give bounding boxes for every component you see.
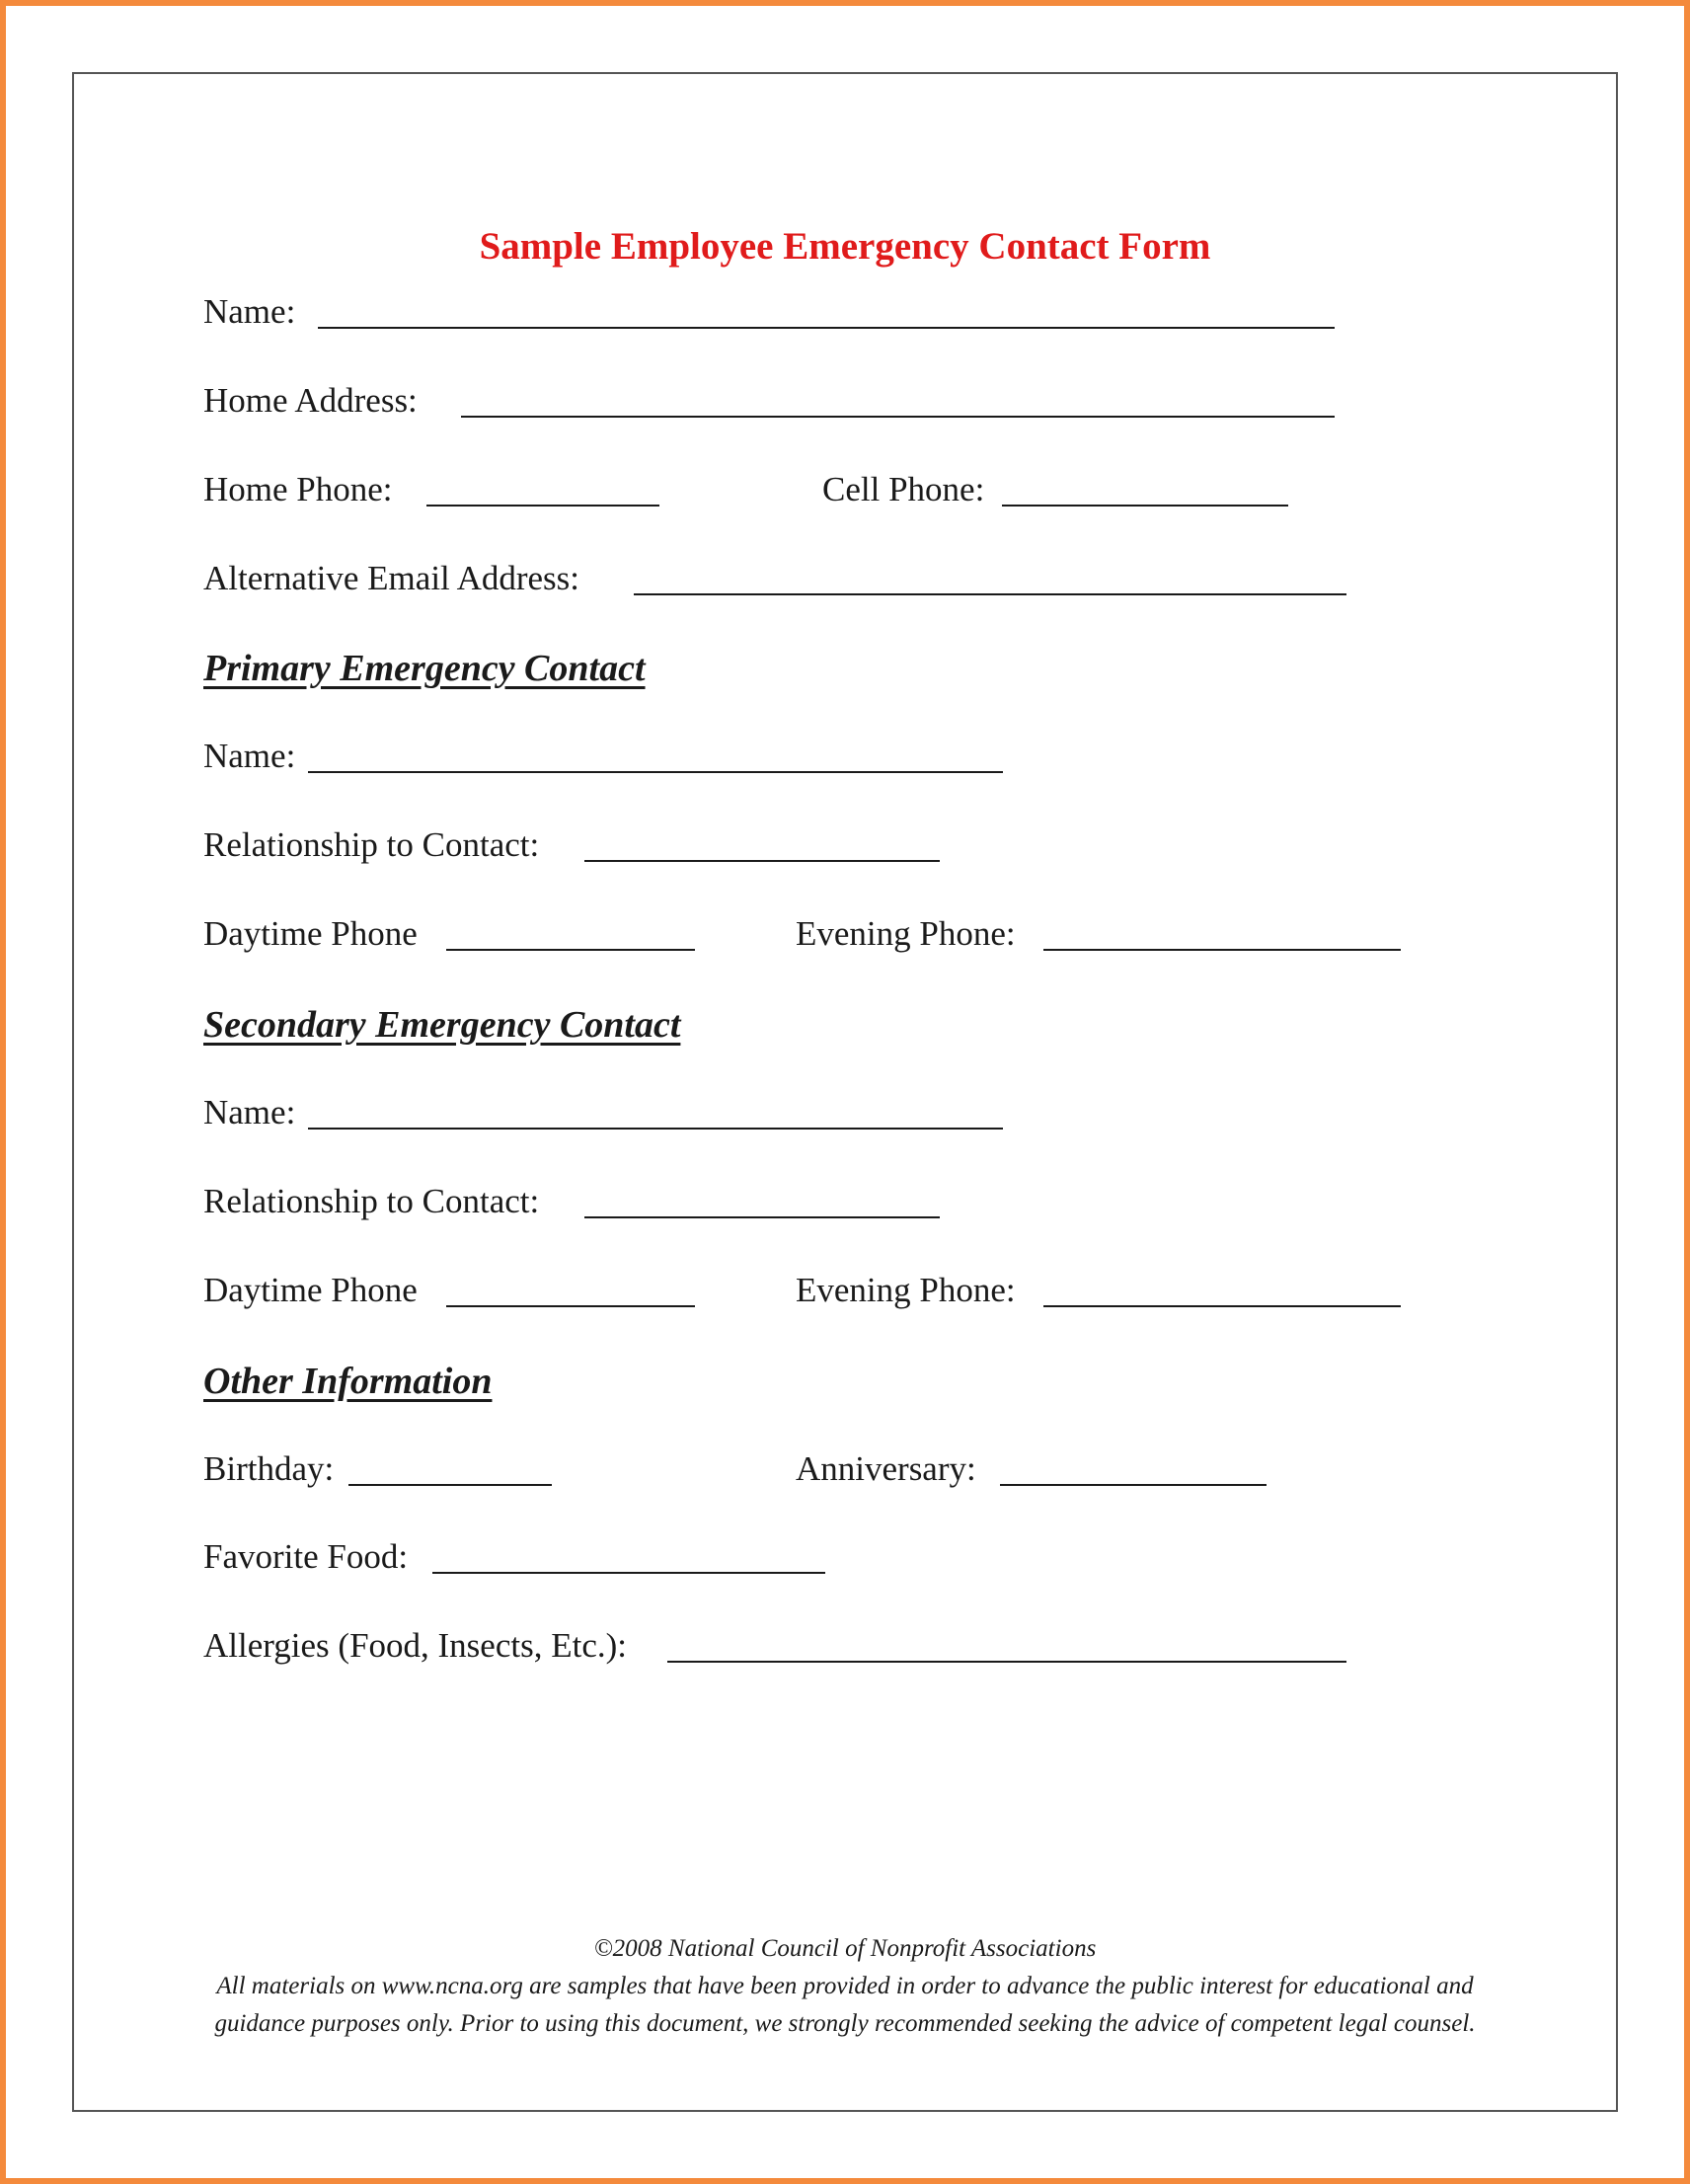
primary-daytime-field[interactable] bbox=[446, 949, 695, 951]
birthday-label: Birthday: bbox=[203, 1449, 335, 1488]
home-address-field[interactable] bbox=[461, 416, 1335, 418]
alt-email-label: Alternative Email Address: bbox=[203, 559, 580, 597]
document-page bbox=[72, 72, 1618, 2112]
primary-phone-row bbox=[203, 914, 1437, 954]
primary-evening-label: Evening Phone: bbox=[796, 914, 1016, 953]
dates-row bbox=[203, 1449, 1437, 1489]
favorite-food-field[interactable] bbox=[432, 1572, 825, 1574]
home-phone-field[interactable] bbox=[426, 505, 659, 507]
allergies-field[interactable] bbox=[667, 1661, 1346, 1663]
footer-copyright: ©2008 National Council of Nonprofit Associations bbox=[593, 1935, 1097, 1962]
phone-row bbox=[203, 470, 1388, 509]
secondary-relationship-label: Relationship to Contact: bbox=[203, 1182, 540, 1220]
primary-name-field[interactable] bbox=[308, 771, 1003, 773]
home-phone-label: Home Phone: bbox=[203, 470, 393, 508]
footer bbox=[0, 1930, 1690, 2043]
other-info-heading: Other Information bbox=[203, 1361, 493, 1402]
secondary-evening-label: Evening Phone: bbox=[796, 1271, 1016, 1309]
footer-notice: All materials on www.ncna.org are samples that have been provided in order to advance the public interest for educational and guidance purposes only. Prior to using this document, we strongly recommended seeking the advice of competent legal counsel. bbox=[214, 1973, 1476, 2037]
primary-evening-field[interactable] bbox=[1043, 949, 1401, 951]
anniversary-label: Anniversary: bbox=[796, 1449, 976, 1488]
alt-email-field[interactable] bbox=[634, 593, 1346, 595]
secondary-name-field[interactable] bbox=[308, 1128, 1003, 1130]
allergies-label: Allergies (Food, Insects, Etc.): bbox=[203, 1626, 627, 1665]
birthday-field[interactable] bbox=[348, 1484, 552, 1486]
cell-phone-label: Cell Phone: bbox=[822, 470, 985, 508]
secondary-phone-row bbox=[203, 1271, 1437, 1310]
secondary-daytime-field[interactable] bbox=[446, 1305, 695, 1307]
favorite-food-label: Favorite Food: bbox=[203, 1537, 409, 1576]
secondary-name-label: Name: bbox=[203, 1093, 296, 1131]
anniversary-field[interactable] bbox=[1000, 1484, 1267, 1486]
cell-phone-field[interactable] bbox=[1002, 505, 1288, 507]
primary-contact-heading: Primary Emergency Contact bbox=[203, 648, 646, 689]
secondary-contact-heading: Secondary Emergency Contact bbox=[203, 1004, 681, 1046]
secondary-daytime-label: Daytime Phone bbox=[203, 1271, 418, 1309]
primary-name-label: Name: bbox=[203, 737, 296, 775]
secondary-evening-field[interactable] bbox=[1043, 1305, 1401, 1307]
secondary-relationship-field[interactable] bbox=[584, 1216, 940, 1218]
employee-name-field[interactable] bbox=[318, 327, 1335, 329]
employee-name-label: Name: bbox=[203, 292, 296, 331]
primary-relationship-label: Relationship to Contact: bbox=[203, 825, 540, 864]
primary-relationship-field[interactable] bbox=[584, 860, 940, 862]
home-address-label: Home Address: bbox=[203, 381, 418, 420]
primary-daytime-label: Daytime Phone bbox=[203, 914, 418, 953]
form-title: Sample Employee Emergency Contact Form bbox=[479, 225, 1211, 268]
